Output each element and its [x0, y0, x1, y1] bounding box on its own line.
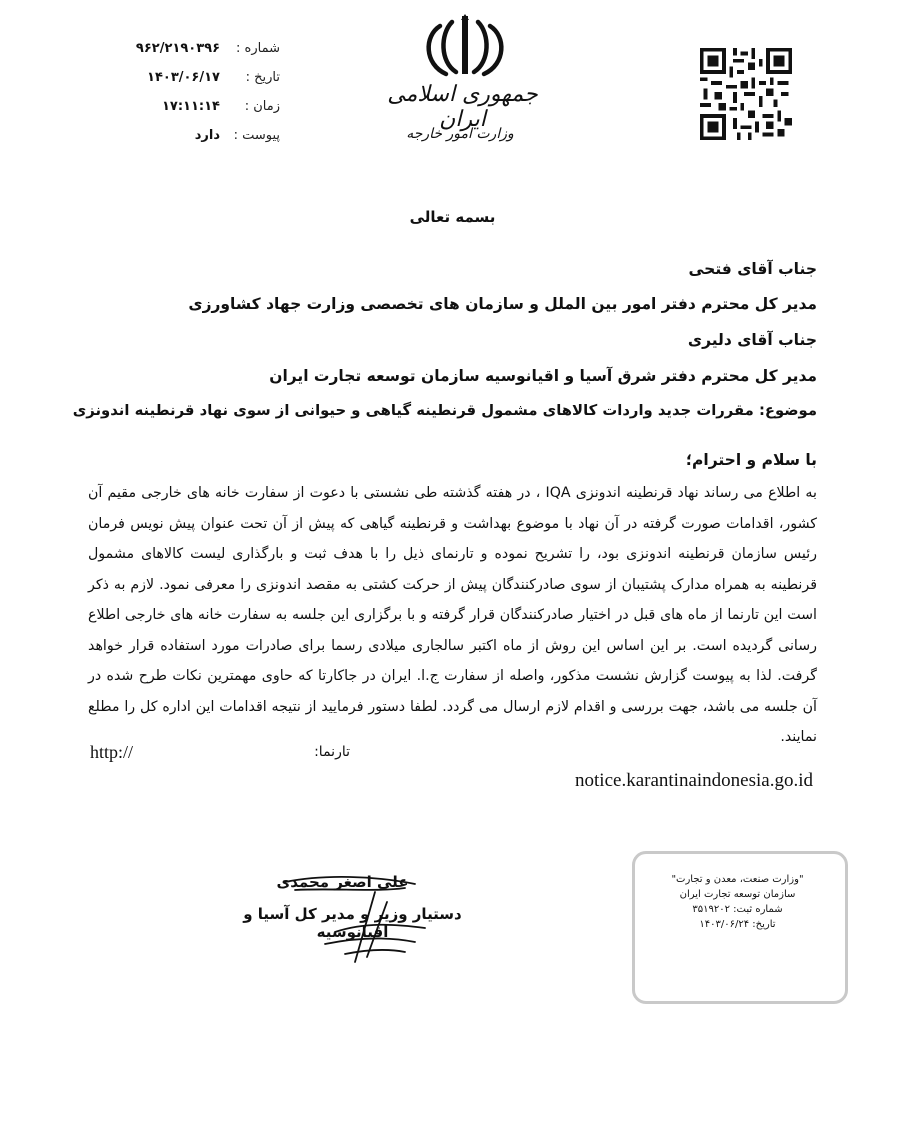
website-label: تارنما: [314, 744, 350, 760]
meta-attachment [110, 121, 280, 150]
recipient-2-title: مدیر کل محترم دفتر شرق آسیا و اقیانوسیه سازمان توسعه تجارت ایران [269, 367, 817, 385]
website-url: notice.karantinaindonesia.go.id [575, 770, 813, 791]
signatory-title: دستیار وزیر و مدیر کل آسیا و اقیانوسیه [243, 905, 462, 941]
greeting: با سلام و احترام؛ [685, 451, 817, 469]
meta-time [110, 92, 280, 121]
meta-attachment-value: دارد [194, 128, 220, 143]
meta-date-label: تاریخ : [245, 70, 280, 85]
meta-number-value: ۹۶۲/۲۱۹۰۳۹۶ [135, 41, 220, 56]
meta-time-value: ۱۷:۱۱:۱۴ [161, 99, 220, 114]
letter-meta [110, 34, 280, 150]
basmala-heading: بسمه تعالی [409, 208, 496, 226]
meta-date-value: ۱۴۰۳/۰۶/۱۷ [147, 70, 220, 85]
website-prefix: http:// [90, 742, 134, 762]
signatory-name: علی اصغر محمدی [276, 873, 409, 891]
stamp-text [660, 872, 815, 932]
recipient-2-name: جناب آقای دلیری [687, 331, 817, 349]
meta-attachment-label: پیوست : [233, 128, 280, 143]
meta-number-label: شماره : [236, 41, 280, 56]
recipient-1-title: مدیر کل محترم دفتر امور بین الملل و سازمان های تخصصی وزارت جهاد کشاورزی [188, 295, 817, 313]
qr-code-icon [700, 48, 792, 140]
stamp-line-number: شماره ثبت: ۳۵۱۹۲۰۲ [692, 904, 783, 915]
meta-number [110, 34, 280, 63]
meta-time-label: زمان : [244, 99, 280, 114]
stamp-line-date: تاریخ: ۱۴۰۳/۰۶/۲۴ [699, 919, 776, 930]
subject-line: موضوع: مقررات جدید واردات کالاهای مشمول قرنطینه گیاهی و حیوانی از سوی نهاد قرنطینه اندونزی [72, 402, 817, 419]
letter-body: به اطلاع می رساند نهاد قرنطینه اندونزی IQA ، در هفته گذشته طی نشستی با دعوت از سفارت خانه های خارجی مقیم آن کشور، اقدامات صورت گرفته در آن نهاد با موضوع بهداشت و قرنطینه گیاهی که پیش از آن تحت عنوان پیش نویس فرمان رئیس سازمان قرنطینه اندونزی بود، را تشریح نموده و تارنمای ذیل را با هدف ثبت و بارگذاری لیست کالاهای مشمول قرنطینه به همراه مدارک پشتیبان از سوی صادرکنندگان پیش از حرکت کشتی به مقصد اندونزی را معرفی نمود. لازم به ذکر است این تارنما از ماه های قبل در اختیار صادرکنندگان قرار گرفته و با برگزاری این جلسه به سفارت خانه های خارجی اطلاع رسانی گردیده است. بر این اساس این روش از ماه اکتبر سالجاری میلادی رسما برای صادرات مورد استفاده قرار خواهد گرفت. لذا به پیوست گزارش نشست مذکور، واصله از سفارت ج.ا. ایران در جاکارتا که حاوی مهمترین نکات طرح شده در آن جلسه می باشد، جهت بررسی و اقدام لازم ارسال می گردد. لطفا دستور فرمایید از نتیجه اقدامات این اداره کل را مطلع نمایند. [88, 485, 817, 745]
recipient-1-name: جناب آقای فتحی [688, 260, 817, 278]
iran-emblem-icon [410, 12, 520, 80]
meta-date [110, 63, 280, 92]
emblem-title: جمهوری اسلامی ایران [387, 82, 538, 132]
emblem-subtitle: وزارت امور خارجه [406, 126, 514, 142]
stamp-line-ministry: "وزارت صنعت، معدن و تجارت" [671, 874, 804, 885]
stamp-line-org: سازمان توسعه تجارت ایران [679, 889, 796, 900]
